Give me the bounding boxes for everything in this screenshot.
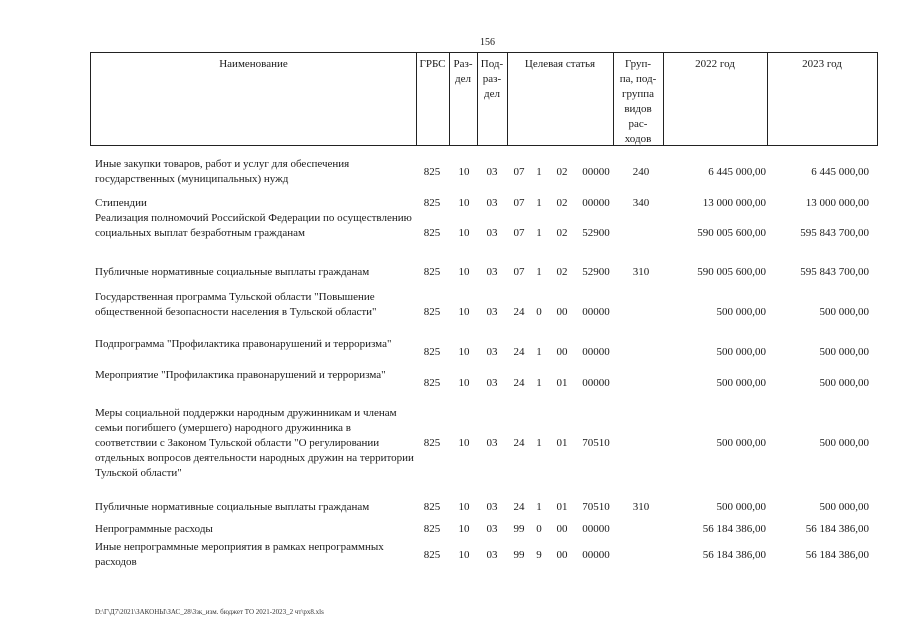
row-cell-prz: 03 bbox=[486, 166, 498, 178]
row-cell-y2022: 590 005 600,00 bbox=[697, 227, 766, 239]
row-cell-cs4: 70510 bbox=[582, 501, 610, 513]
row-cell-y2023: 56 184 386,00 bbox=[805, 549, 869, 561]
row-cell-prz: 03 bbox=[486, 197, 498, 209]
table-row bbox=[0, 540, 905, 570]
row-cell-y2022: 500 000,00 bbox=[716, 501, 766, 513]
row-name: Непрограммные расходы bbox=[95, 523, 213, 535]
table-header bbox=[90, 52, 878, 146]
row-cell-y2023: 500 000,00 bbox=[819, 377, 869, 389]
row-cell-rz: 10 bbox=[458, 197, 470, 209]
row-cell-cs4: 00000 bbox=[582, 197, 610, 209]
row-cell-grbs: 825 bbox=[423, 549, 441, 561]
row-cell-vr: 310 bbox=[632, 266, 650, 278]
row-name: Меры социальной поддержки народным дружинникам и членам семьи погибшего (умершего) народного дружинника в соответствии с Законом Тульской области "О регулировании отдельных вопросов деятельности народных дружин на территории Тульской области" bbox=[95, 407, 414, 479]
row-cell-cs3: 00 bbox=[556, 523, 568, 535]
row-cell-rz: 10 bbox=[458, 266, 470, 278]
row-cell-cs2: 1 bbox=[536, 437, 542, 449]
row-cell-cs1: 07 bbox=[513, 197, 525, 209]
row-cell-vr: 240 bbox=[632, 166, 650, 178]
row-cell-cs1: 99 bbox=[513, 549, 525, 561]
row-cell-cs4: 00000 bbox=[582, 523, 610, 535]
row-cell-y2023: 595 843 700,00 bbox=[800, 266, 869, 278]
table-row bbox=[0, 337, 905, 367]
row-cell-rz: 10 bbox=[458, 549, 470, 561]
row-name: Публичные нормативные социальные выплаты гражданам bbox=[95, 501, 370, 513]
row-cell-grbs: 825 bbox=[423, 523, 441, 535]
row-cell-cs4: 00000 bbox=[582, 377, 610, 389]
row-cell-cs3: 00 bbox=[556, 549, 568, 561]
row-cell-rz: 10 bbox=[458, 377, 470, 389]
row-cell-y2023: 13 000 000,00 bbox=[805, 197, 869, 209]
row-name: Стипендии bbox=[95, 197, 147, 209]
row-cell-cs2: 0 bbox=[536, 306, 542, 318]
header-razdel: Раз- дел bbox=[453, 58, 473, 85]
row-cell-cs3: 01 bbox=[556, 377, 568, 389]
row-cell-cs2: 1 bbox=[536, 197, 542, 209]
row-cell-cs2: 1 bbox=[536, 266, 542, 278]
row-cell-cs3: 00 bbox=[556, 346, 568, 358]
header-group: Груп- па, под- группа видов рас- ходов bbox=[619, 58, 657, 145]
row-cell-grbs: 825 bbox=[423, 377, 441, 389]
row-name: Иные закупки товаров, работ и услуг для обеспечения государственных (муниципальных) нужд bbox=[95, 158, 350, 185]
row-name: Иные непрограммные мероприятия в рамках непрограммных расходов bbox=[95, 541, 384, 568]
row-cell-rz: 10 bbox=[458, 501, 470, 513]
row-cell-prz: 03 bbox=[486, 266, 498, 278]
row-cell-grbs: 825 bbox=[423, 346, 441, 358]
row-cell-cs2: 1 bbox=[536, 227, 542, 239]
row-cell-cs3: 02 bbox=[556, 197, 568, 209]
row-cell-cs3: 02 bbox=[556, 166, 568, 178]
row-cell-grbs: 825 bbox=[423, 437, 441, 449]
row-cell-cs2: 9 bbox=[536, 549, 542, 561]
row-cell-prz: 03 bbox=[486, 227, 498, 239]
table-row bbox=[0, 406, 905, 481]
row-cell-cs1: 99 bbox=[513, 523, 525, 535]
table-row bbox=[0, 265, 905, 280]
row-cell-prz: 03 bbox=[486, 501, 498, 513]
row-cell-cs1: 24 bbox=[513, 377, 525, 389]
row-cell-prz: 03 bbox=[486, 346, 498, 358]
row-cell-rz: 10 bbox=[458, 227, 470, 239]
row-cell-y2022: 500 000,00 bbox=[716, 437, 766, 449]
table-row bbox=[0, 157, 905, 187]
row-cell-cs2: 1 bbox=[536, 346, 542, 358]
row-cell-cs3: 02 bbox=[556, 227, 568, 239]
row-name: Публичные нормативные социальные выплаты гражданам bbox=[95, 266, 370, 278]
row-cell-cs4: 52900 bbox=[582, 227, 610, 239]
row-cell-cs1: 07 bbox=[513, 227, 525, 239]
row-cell-prz: 03 bbox=[486, 549, 498, 561]
row-cell-cs2: 1 bbox=[536, 377, 542, 389]
header-2023: 2023 год bbox=[802, 58, 842, 70]
row-cell-cs3: 00 bbox=[556, 306, 568, 318]
row-cell-y2023: 500 000,00 bbox=[819, 346, 869, 358]
row-cell-y2022: 500 000,00 bbox=[716, 306, 766, 318]
header-2022: 2022 год bbox=[695, 58, 735, 70]
row-cell-prz: 03 bbox=[486, 437, 498, 449]
table-row bbox=[0, 368, 905, 398]
row-cell-y2023: 6 445 000,00 bbox=[811, 166, 869, 178]
row-cell-cs2: 1 bbox=[536, 501, 542, 513]
row-cell-y2023: 595 843 700,00 bbox=[800, 227, 869, 239]
row-cell-cs1: 24 bbox=[513, 437, 525, 449]
page-number: 156 bbox=[480, 37, 495, 48]
row-cell-prz: 03 bbox=[486, 377, 498, 389]
row-cell-grbs: 825 bbox=[423, 227, 441, 239]
table-row bbox=[0, 522, 905, 537]
row-cell-cs1: 24 bbox=[513, 346, 525, 358]
row-cell-cs2: 0 bbox=[536, 523, 542, 535]
row-cell-vr: 310 bbox=[632, 501, 650, 513]
row-cell-grbs: 825 bbox=[423, 166, 441, 178]
row-cell-grbs: 825 bbox=[423, 501, 441, 513]
table-row bbox=[0, 211, 905, 256]
row-cell-cs1: 24 bbox=[513, 306, 525, 318]
row-cell-y2022: 500 000,00 bbox=[716, 377, 766, 389]
row-cell-cs2: 1 bbox=[536, 166, 542, 178]
row-cell-prz: 03 bbox=[486, 523, 498, 535]
row-cell-y2023: 500 000,00 bbox=[819, 501, 869, 513]
header-grbs: ГРБС bbox=[419, 58, 446, 70]
row-cell-y2022: 590 005 600,00 bbox=[697, 266, 766, 278]
header-podrazdel: Под- раз- дел bbox=[480, 58, 504, 100]
row-cell-y2023: 56 184 386,00 bbox=[805, 523, 869, 535]
row-cell-cs3: 01 bbox=[556, 501, 568, 513]
row-cell-y2022: 56 184 386,00 bbox=[702, 523, 766, 535]
row-cell-y2022: 6 445 000,00 bbox=[708, 166, 766, 178]
row-cell-y2023: 500 000,00 bbox=[819, 437, 869, 449]
row-cell-grbs: 825 bbox=[423, 266, 441, 278]
row-name: Подпрограмма "Профилактика правонарушений и терроризма" bbox=[95, 338, 392, 350]
row-cell-cs1: 07 bbox=[513, 266, 525, 278]
row-cell-cs4: 00000 bbox=[582, 306, 610, 318]
row-name: Мероприятие "Профилактика правонарушений и терроризма" bbox=[95, 369, 386, 381]
row-cell-cs1: 07 bbox=[513, 166, 525, 178]
table-row bbox=[0, 290, 905, 335]
row-cell-rz: 10 bbox=[458, 437, 470, 449]
row-cell-cs4: 00000 bbox=[582, 549, 610, 561]
header-target: Целевая статья bbox=[524, 58, 596, 70]
row-cell-cs3: 01 bbox=[556, 437, 568, 449]
row-cell-cs4: 70510 bbox=[582, 437, 610, 449]
row-cell-grbs: 825 bbox=[423, 306, 441, 318]
row-cell-rz: 10 bbox=[458, 166, 470, 178]
row-cell-y2023: 500 000,00 bbox=[819, 306, 869, 318]
row-cell-vr: 340 bbox=[632, 197, 650, 209]
row-cell-y2022: 13 000 000,00 bbox=[702, 197, 766, 209]
row-cell-grbs: 825 bbox=[423, 197, 441, 209]
row-name: Государственная программа Тульской области "Повышение общественной безопасности населения в Тульской области" bbox=[95, 291, 377, 318]
header-name: Наименование bbox=[219, 58, 288, 70]
row-cell-cs1: 24 bbox=[513, 501, 525, 513]
row-name: Реализация полномочий Российской Федерации по осуществлению социальных выплат безработным гражданам bbox=[95, 212, 412, 239]
row-cell-prz: 03 bbox=[486, 306, 498, 318]
row-cell-cs4: 00000 bbox=[582, 166, 610, 178]
row-cell-rz: 10 bbox=[458, 523, 470, 535]
row-cell-cs4: 52900 bbox=[582, 266, 610, 278]
table-row bbox=[0, 500, 905, 515]
table-row bbox=[0, 196, 905, 211]
row-cell-rz: 10 bbox=[458, 306, 470, 318]
row-cell-cs4: 00000 bbox=[582, 346, 610, 358]
row-cell-rz: 10 bbox=[458, 346, 470, 358]
file-path-footer: D:\Г\Д7\2021\ЗАКОНЫ\ЗАС_28\3зк_изм. бюджет ТО 2021-2023_2 чт\рх8.xls bbox=[95, 608, 324, 616]
row-cell-cs3: 02 bbox=[556, 266, 568, 278]
row-cell-y2022: 500 000,00 bbox=[716, 346, 766, 358]
row-cell-y2022: 56 184 386,00 bbox=[702, 549, 766, 561]
